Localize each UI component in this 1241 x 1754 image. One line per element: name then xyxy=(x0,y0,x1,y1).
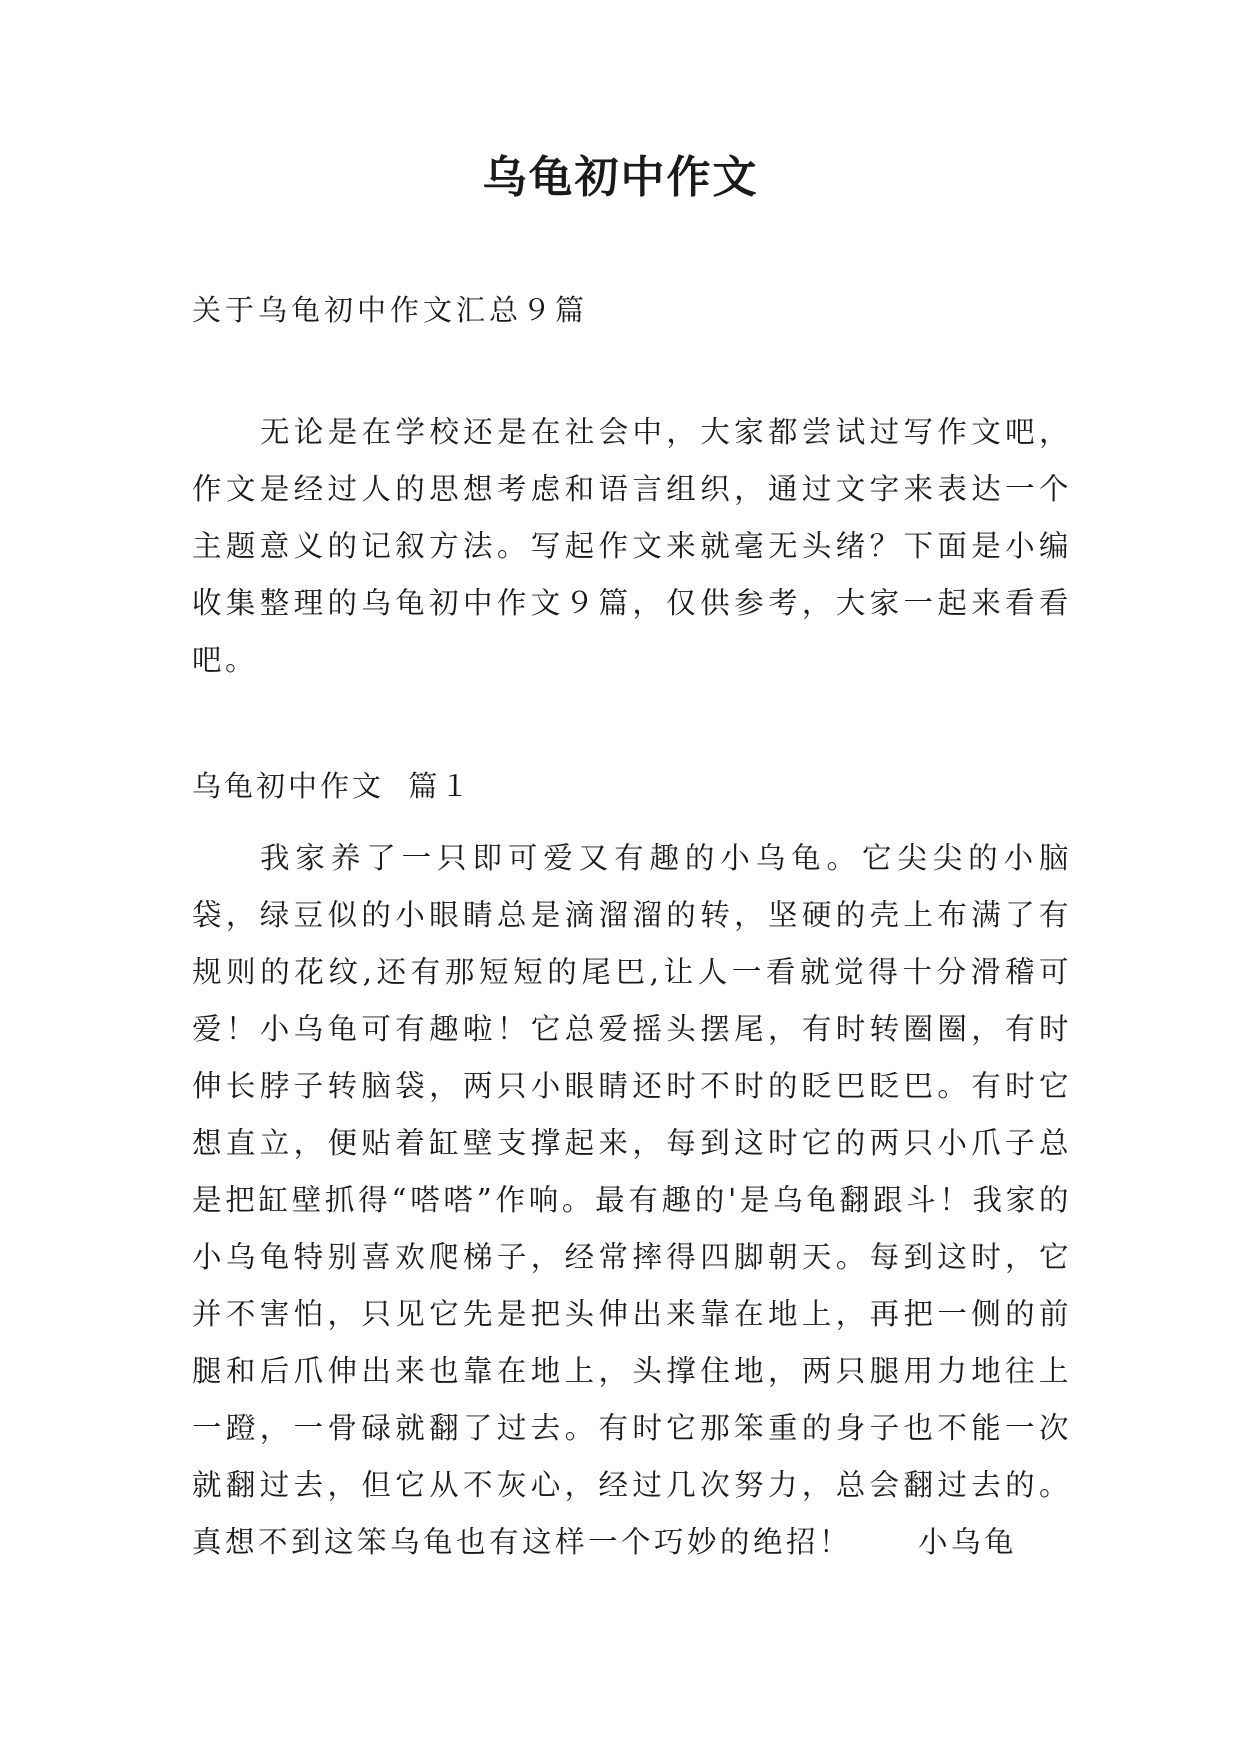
section-body-paragraph: 我家养了一只即可爱又有趣的小乌龟。它尖尖的小脑袋，绿豆似的小眼睛总是滴溜溜的转，坚硬的壳上布满了有规则的花纹,还有那短短的尾巴,让人一看就觉得十分滑稽可爱！小乌龟可有趣啦！它总爱摇头摆尾，有时转圈圈，有时伸长脖子转脑袋，两只小眼睛还时不时的眨巴眨巴。有时它想直立，便贴着缸壁支撑起来，每到这时它的两只小爪子总是把缸壁抓得“嗒嗒”作响。最有趣的'是乌龟翻跟斗！我家的小乌龟特别喜欢爬梯子，经常摔得四脚朝天。每到这时，它并不害怕，只见它先是把头伸出来靠在地上，再把一侧的前腿和后爪伸出来也靠在地上，头撑住地，两只腿用力地往上一蹬，一骨碌就翻了过去。有时它那笨重的身子也不能一次就翻过去，但它从不灰心，经过几次努力，总会翻过去的。真想不到这笨乌龟也有这样一个巧妙的绝招！ 小乌龟 xyxy=(192,841,1072,1559)
document-title: 乌龟初中作文 xyxy=(482,152,759,203)
intro-paragraph: 无论是在学校还是在社会中，大家都尝试过写作文吧，作文是经过人的思想考虑和语言组织，通过文字来表达一个主题意义的记叙方法。写起作文来就毫无头绪？下面是小编收集整理的乌龟初中作文９篇，仅供参考，大家一起来看看吧。 xyxy=(192,415,1072,677)
section-heading: 乌龟初中作文 篇１ xyxy=(192,769,473,803)
document-subtitle: 关于乌龟初中作文汇总９篇 xyxy=(192,293,589,327)
